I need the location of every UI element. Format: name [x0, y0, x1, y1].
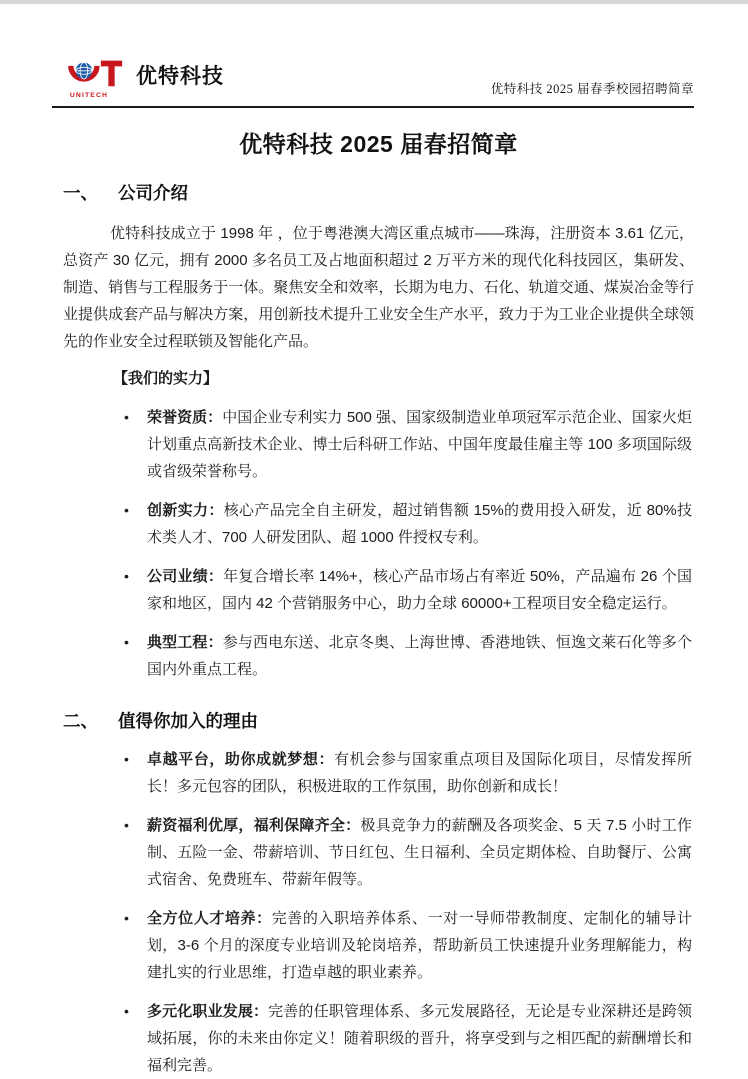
strength-text: 核心产品完全自主研发，超过销售额 15%的费用投入研发，近 80%技术类人才、700 人研发团队、超 1000 件授权专利。: [147, 502, 692, 546]
list-item: [63, 563, 694, 617]
globe-icon: [76, 63, 92, 79]
section-1-heading: [63, 181, 694, 206]
list-item: [63, 812, 694, 893]
reason-text: 有机会参与国家重点项目及国际化项目，尽情发挥所长！多元包容的团队，积极进取的工作氛围，助你创新和成长！: [147, 751, 692, 795]
company-logo: [52, 58, 224, 100]
section-2-number: 二、: [63, 711, 98, 731]
strength-text: 中国企业专利实力 500 强、国家级制造业单项冠军示范企业、国家火炬计划重点高新技术企业、博士后科研工作站、中国年度最佳雇主等 100 多项国际级或省级荣誉称号。: [147, 409, 692, 480]
strength-text: 年复合增长率 14%+，核心产品市场占有率近 50%，产品遍布 26 个国家和地区，国内 42 个营销服务中心，助力全球 60000+工程项目安全稳定运行。: [147, 568, 692, 612]
list-item: [63, 629, 694, 683]
strengths-subtitle: 【我们的实力】: [113, 370, 219, 387]
document-page: [0, 4, 748, 1079]
document-header: [52, 58, 694, 108]
list-item: [63, 746, 694, 800]
list-item: [63, 404, 694, 485]
reasons-list: [63, 746, 694, 1079]
reason-text: 极具竞争力的薪酬及各项奖金、5 天 7.5 小时工作制、五险一金、带薪培训、节日红包、生日福利、全员定期体检、自助餐厅、公寓式宿舍、免费班车、带薪年假等。: [147, 817, 692, 888]
reason-label: 卓越平台，助你成就梦想：: [147, 751, 335, 768]
strength-label: 创新实力：: [147, 502, 224, 519]
list-item: [63, 497, 694, 551]
list-item: [63, 998, 694, 1079]
section-2-title: 值得你加入的理由: [118, 711, 258, 731]
strength-label: 荣誉资质：: [147, 409, 223, 426]
reason-text: 完善的任职管理体系、多元发展路径，无论是专业深耕还是跨领域拓展，你的未来由你定义！随着职级的晋升，将享受到与之相匹配的薪酬增长和福利完善。: [147, 1003, 692, 1074]
section-1-title: 公司介绍: [118, 183, 188, 203]
strengths-list: [63, 404, 694, 683]
unitech-logo-icon: [65, 58, 127, 100]
logo-sub-text: UNITECH: [69, 91, 109, 99]
section-1-number: 一、: [63, 183, 98, 203]
strength-label: 公司业绩：: [147, 568, 224, 585]
section-2-heading: [63, 709, 694, 734]
logo-t: [101, 64, 122, 87]
reason-label: 全方位人才培养：: [147, 910, 272, 927]
company-name: 优特科技: [136, 64, 224, 88]
document-title: 优特科技 2025 届春招简章: [239, 131, 518, 157]
strength-text: 参与西电东送、北京冬奥、上海世博、香港地铁、恒逸文莱石化等多个国内外重点工程。: [147, 634, 692, 678]
list-item: [63, 905, 694, 986]
reason-text: 完善的入职培养体系、一对一导师带教制度、定制化的辅导计划，3-6 个月的深度专业培训及轮岗培养，帮助新员工快速提升业务理解能力，构建扎实的行业思维，打造卓越的职业素养。: [147, 910, 692, 981]
reason-label: 多元化职业发展：: [147, 1003, 269, 1020]
company-intro-paragraph: 优特科技成立于 1998 年 ，位于粤港澳大湾区重点城市——珠海，注册资本 3.61 亿元，总资产 30 亿元，拥有 2000 多名员工及占地面积超过 2 万平方米的现代化科技园区，集研发、制造、销售与工程服务于一体。聚焦安全和效率，长期为电力、石化、轨道交通、煤炭冶金等行业提供成套产品与解决方案，用创新技术提升工业安全生产水平，致力于为工业企业提供全球领先的作业安全过程联锁及智能化产品。: [63, 225, 694, 350]
strength-label: 典型工程：: [147, 634, 223, 651]
reason-label: 薪资福利优厚，福利保障齐全：: [147, 817, 361, 834]
header-running-title: 优特科技 2025 届春季校园招聘简章: [490, 82, 694, 96]
